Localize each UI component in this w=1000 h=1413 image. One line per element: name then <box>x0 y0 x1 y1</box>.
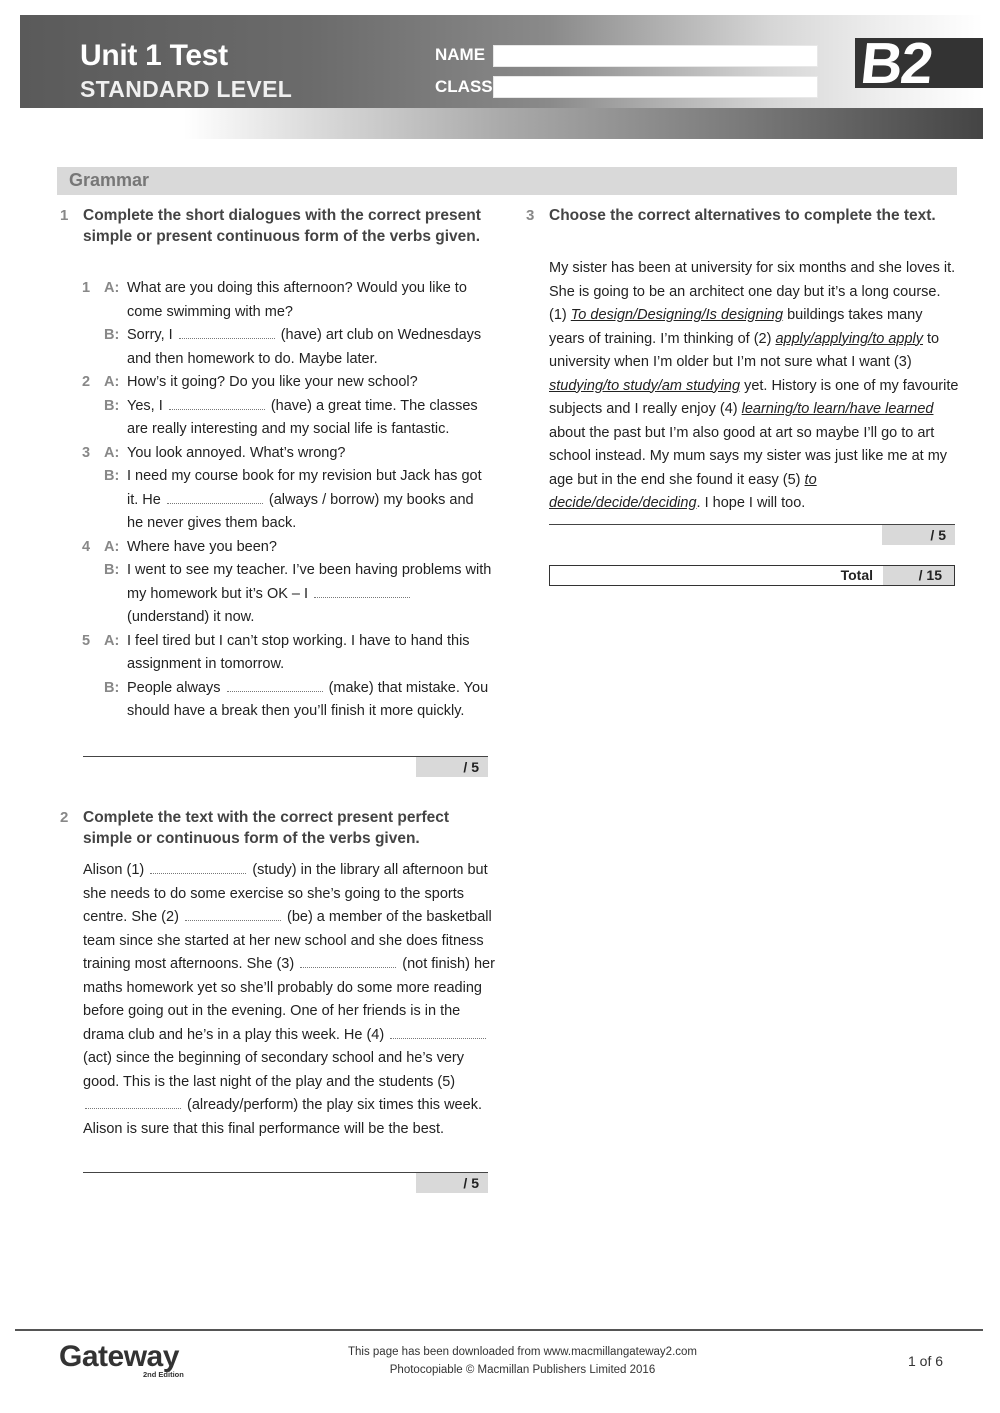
exercise-score: / 5 <box>882 525 955 545</box>
dialogue-line <box>82 324 492 371</box>
dialogue-text: You look annoyed. What’s wrong? <box>127 444 346 461</box>
class-field[interactable] <box>493 76 818 98</box>
total-score: / 15 <box>883 566 954 585</box>
exercise-number: 2 <box>60 809 69 826</box>
dialogue-text: What are you doing this afternoon? Would you like to come swimming with me? <box>127 280 467 320</box>
dialogue-line <box>82 630 492 677</box>
answer-blank[interactable] <box>185 907 281 921</box>
alternatives-option[interactable]: to decide/decide/deciding <box>549 471 817 511</box>
section-title: Grammar <box>69 170 150 190</box>
answer-blank[interactable] <box>314 584 410 598</box>
answer-blank[interactable] <box>179 325 275 339</box>
speaker-label: A: <box>104 632 120 649</box>
dialogue-text: How’s it going? Do you like your new school? <box>127 374 418 390</box>
answer-blank[interactable] <box>227 678 323 692</box>
speaker-label: B: <box>104 468 120 484</box>
page-number: 1 of 6 <box>908 1353 944 1369</box>
alternatives-text <box>549 257 959 516</box>
passage-text: . I hope I will too. <box>696 495 806 511</box>
item-number: 4 <box>82 538 91 555</box>
dialogue-text: I feel tired but I can’t stop working. I have to hand this assignment in tomorrow. <box>127 632 470 672</box>
dialogue-line <box>82 277 492 324</box>
test-header <box>20 15 983 139</box>
answer-blank[interactable] <box>169 396 265 410</box>
dialogue-text: (understand) it now. <box>127 609 255 625</box>
total-label: Total <box>840 567 873 583</box>
item-number: 5 <box>82 632 91 649</box>
passage-text: (already/perform) the play six times this week. Alison is sure that this final performance will be the best. <box>83 1097 482 1137</box>
exercise-score: / 5 <box>416 1173 488 1193</box>
dialogue-line <box>82 677 492 724</box>
copyright-notice: Photocopiable © Macmillan Publishers Limited 2016 <box>389 1364 656 1376</box>
alternatives-option[interactable]: studying/to study/am studying <box>549 377 741 394</box>
level-badge-text: B2 <box>857 31 935 96</box>
header-stripe <box>20 108 983 139</box>
dialogue-line <box>82 536 492 560</box>
speaker-label: B: <box>104 327 120 343</box>
dialogue-text: (always / borrow) my books and he never gives them back. <box>127 491 474 531</box>
passage-text: (not finish) her maths homework yet so she’ll probably do some more reading before going out in the evening. One of her friends is in the drama club and he’s in a play this week. He (4) <box>83 956 495 1043</box>
dialogue-text: I need my course book for my revision but Jack has got it. He <box>127 468 482 508</box>
passage-text: My sister has been at university for six months and she loves it. She is going to be an architect one day but it’s a long course. (1) <box>549 260 956 323</box>
dialogue-list <box>82 277 492 724</box>
item-number: 2 <box>82 374 91 390</box>
dialogue-text: I went to see my teacher. I’ve been having problems with my homework but it’s OK – I <box>127 562 492 602</box>
exercise-instruction: Complete the short dialogues with the correct present simple or present continuous form of the verbs given. <box>83 207 481 245</box>
speaker-label: B: <box>104 397 120 414</box>
dialogue-text: (make) that mistake. You should have a break then you’ll finish it more quickly. <box>127 679 489 719</box>
passage-text: Alison (1) <box>83 862 145 878</box>
dialogue-line <box>82 465 492 536</box>
gap-fill-text <box>83 859 495 1141</box>
download-notice: This page has been downloaded from www.macmillangateway2.com <box>347 1346 697 1358</box>
item-number: 3 <box>82 444 91 461</box>
answer-blank[interactable] <box>150 860 246 874</box>
alternatives-option[interactable]: apply/applying/to apply <box>775 330 923 347</box>
exercise-instruction: Choose the correct alternatives to complete the text. <box>549 207 936 224</box>
exercise-score: / 5 <box>416 757 488 777</box>
dialogue-text: (have) art club on Wednesdays and then homework to do. Maybe later. <box>127 327 482 367</box>
dialogue-line <box>82 559 492 630</box>
answer-blank[interactable] <box>300 954 396 968</box>
dialogue-line <box>82 442 492 466</box>
speaker-label: A: <box>104 374 120 390</box>
dialogue-line <box>82 395 492 442</box>
answer-blank[interactable] <box>85 1095 181 1109</box>
item-number: 1 <box>82 280 91 296</box>
section-bar <box>57 167 957 195</box>
gateway-logo: Gateway <box>59 1340 179 1373</box>
dialogue-text: People always <box>127 679 221 696</box>
name-field[interactable] <box>493 45 818 67</box>
speaker-label: A: <box>104 280 120 296</box>
speaker-label: A: <box>104 538 120 555</box>
speaker-label: B: <box>104 679 120 696</box>
dialogue-line <box>82 371 492 395</box>
level-title: STANDARD LEVEL <box>80 76 293 102</box>
passage-text: (act) since the beginning of secondary school and he’s very good. This is the last night of the play and the students (5) <box>83 1050 464 1090</box>
passage-text: (be) a member of the basketball team since she started at her new school and she does fitness training most afternoons. She (3) <box>83 909 492 972</box>
footer-divider <box>15 1329 983 1331</box>
total-score-box <box>549 565 955 586</box>
passage-text: about the past but I’m also good at art so maybe I’ll go to art school instead. My mum says my sister was just like me at my age but in the end she found it easy (5) <box>549 424 948 488</box>
dialogue-text: Yes, I <box>127 397 163 414</box>
alternatives-option[interactable]: To design/Designing/Is designing <box>570 307 784 323</box>
edition-label: 2nd Edition <box>143 1370 184 1379</box>
dialogue-text: (have) a great time. The classes are really interesting and my social life is fantastic. <box>127 397 478 437</box>
speaker-label: A: <box>104 444 120 461</box>
answer-blank[interactable] <box>167 490 263 504</box>
dialogue-text: Sorry, I <box>127 327 173 343</box>
passage-text: buildings takes many years of training. I’m thinking of (2) <box>549 307 923 347</box>
class-label: CLASS <box>435 77 493 96</box>
exercise-instruction: Complete the text with the correct present perfect simple or continuous form of the verbs given. <box>83 809 450 847</box>
exercise-number: 3 <box>526 207 535 224</box>
passage-text: (study) in the library all afternoon but she needs to do some exercise so she’s going to the sports centre. She (2) <box>83 862 488 925</box>
passage-text: yet. History is one of my favourite subjects and I really enjoy (4) <box>549 377 959 417</box>
unit-title: Unit 1 Test <box>80 39 228 72</box>
speaker-label: B: <box>104 562 120 578</box>
answer-blank[interactable] <box>390 1025 486 1039</box>
level-badge <box>855 31 983 96</box>
alternatives-option[interactable]: learning/to learn/have learned <box>741 401 934 417</box>
dialogue-text: Where have you been? <box>127 538 277 555</box>
exercise-number: 1 <box>60 207 69 224</box>
passage-text: to university when I’m older but I’m not sure what I want (3) <box>549 330 940 370</box>
name-label: NAME <box>435 45 486 64</box>
